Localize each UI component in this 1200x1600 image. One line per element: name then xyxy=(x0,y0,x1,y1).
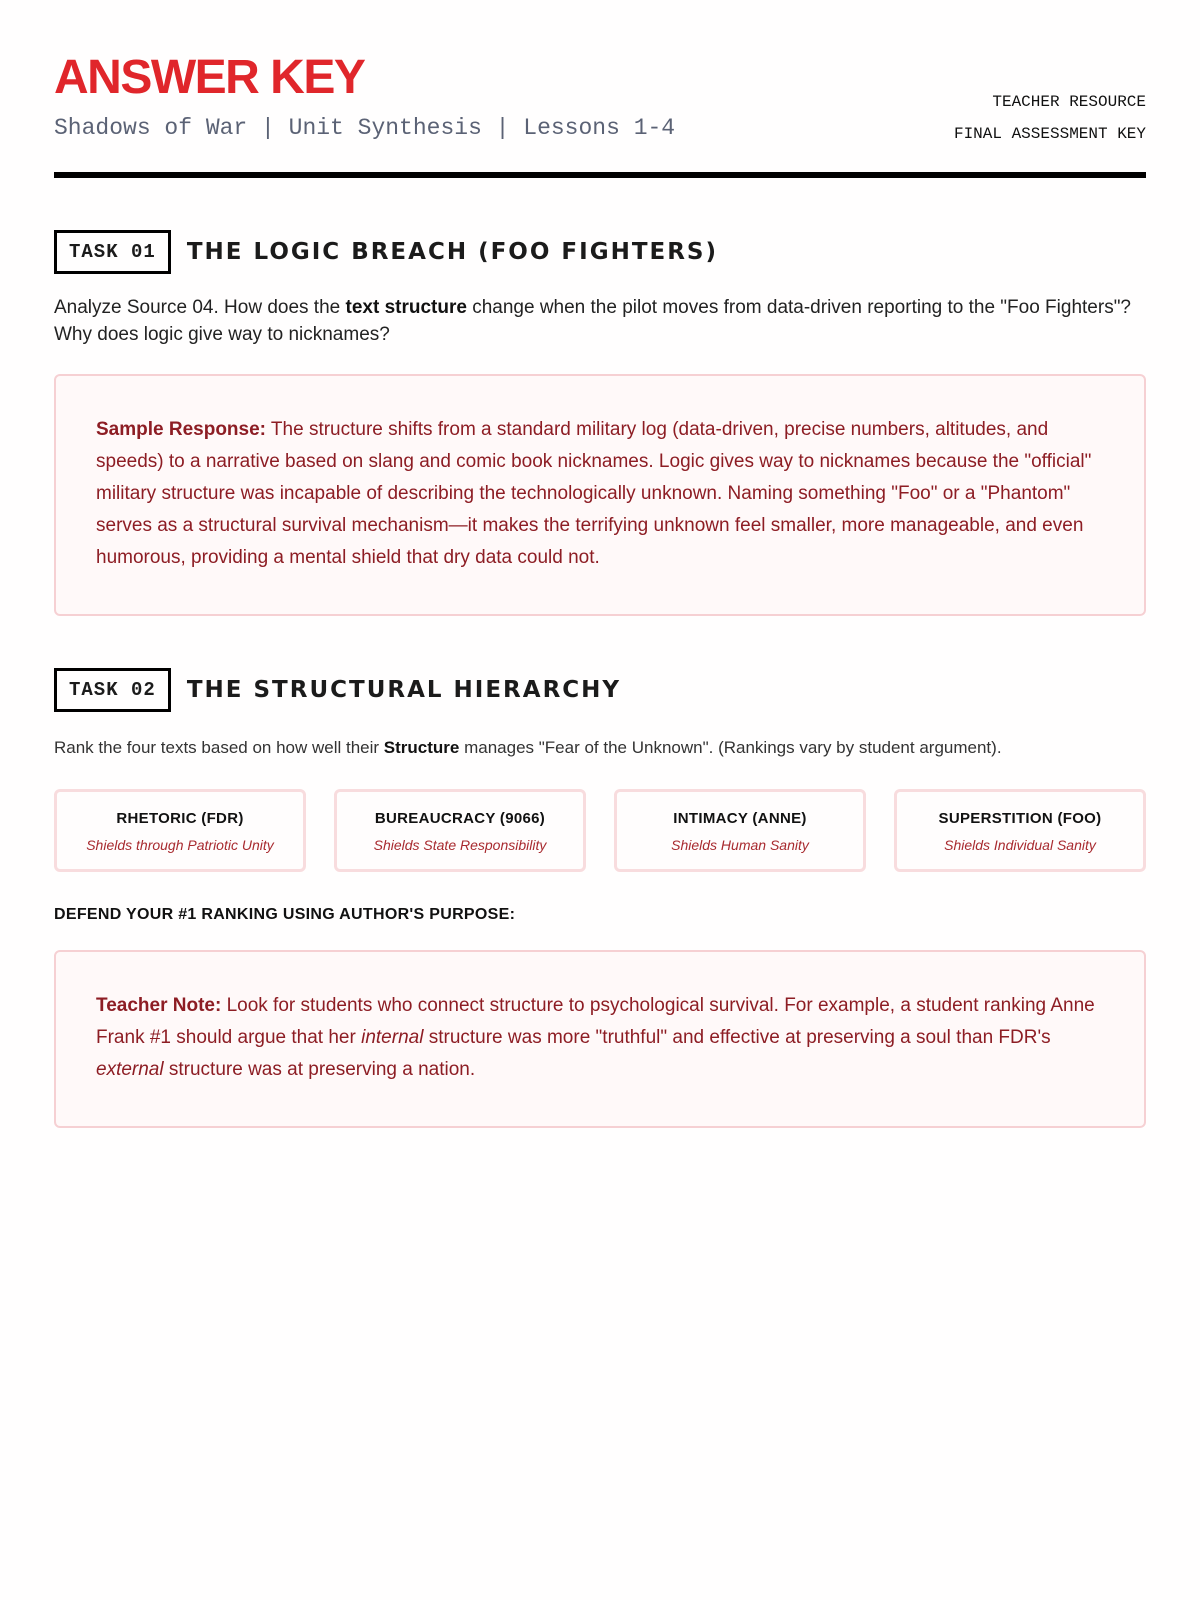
rank-card-name: SUPERSTITION (FOO) xyxy=(938,810,1102,827)
task-02-prompt xyxy=(54,734,1146,761)
rank-card-name: BUREAUCRACY (9066) xyxy=(374,810,546,827)
task-02-prompt-post: manages "Fear of the Unknown". (Rankings vary by student argument). xyxy=(459,738,1002,757)
sample-response-label: Sample Response: xyxy=(96,419,266,440)
teacher-resource-label: TEACHER RESOURCE xyxy=(992,93,1146,111)
page-title: ANSWER KEY xyxy=(54,51,365,104)
task-01-badge: TASK 01 xyxy=(54,230,171,274)
task-01-prompt xyxy=(54,294,1146,348)
ranking-cards xyxy=(54,789,1146,872)
rank-card-bureaucracy xyxy=(334,789,586,872)
final-assessment-label: FINAL ASSESSMENT KEY xyxy=(953,125,1146,143)
teacher-note-em-internal: internal xyxy=(361,1027,424,1048)
teacher-note-post: structure was at preserving a nation. xyxy=(163,1059,476,1080)
task-01-prompt-bold: text structure xyxy=(345,297,467,318)
defend-ranking-heading: DEFEND YOUR #1 RANKING USING AUTHOR'S PURPOSE: xyxy=(54,906,516,923)
task-02-title: THE STRUCTURAL HIERARCHY xyxy=(186,677,622,703)
rank-card-name: RHETORIC (FDR) xyxy=(116,810,244,827)
task-02-prompt-pre: Rank the four texts based on how well their xyxy=(54,738,384,757)
task-02-teacher-note xyxy=(54,950,1146,1128)
sample-response-text: The structure shifts from a standard military log (data-driven, precise numbers, altitudes, and speeds) to a narrative based on slang and comic book nicknames. Logic gives way to nicknames because the "official" military structure was incapable of describing the technologically unknown. Naming something "Foo" or a "Phantom" serves as a structural survival mechanism—it makes the terrifying unknown feel smaller, more manageable, and even humorous, providing a mental shield that dry data could not. xyxy=(96,419,1092,568)
task-02-heading xyxy=(54,668,1146,712)
task-01-prompt-post: change when the pilot moves from data-driven reporting to the "Foo Fighters"? Why does logic give way to nicknames? xyxy=(54,297,1132,345)
rank-card-name: INTIMACY (ANNE) xyxy=(673,810,807,827)
rank-card-rhetoric xyxy=(54,789,306,872)
page-subtitle: Shadows of War | Unit Synthesis | Lessons 1-4 xyxy=(54,115,676,141)
rank-card-superstition xyxy=(894,789,1146,872)
teacher-note-mid: structure was more "truthful" and effective at preserving a soul than FDR's xyxy=(423,1027,1051,1048)
task-01-sample-response xyxy=(54,374,1146,616)
task-02-badge: TASK 02 xyxy=(54,668,171,712)
rank-card-subtitle: Shields State Responsibility xyxy=(373,837,547,853)
task-01-title: THE LOGIC BREACH (FOO FIGHTERS) xyxy=(186,239,719,265)
rank-card-subtitle: Shields Individual Sanity xyxy=(944,837,1096,853)
task-02-prompt-bold: Structure xyxy=(383,738,460,757)
teacher-note-pre: Look for students who connect structure to psychological survival. For example, a student ranking Anne Frank #1 should argue that her xyxy=(96,995,1095,1048)
rank-card-intimacy xyxy=(614,789,866,872)
rank-card-subtitle: Shields Human Sanity xyxy=(671,837,809,853)
header-meta xyxy=(954,86,1146,150)
rank-card-subtitle: Shields through Patriotic Unity xyxy=(86,837,274,853)
task-01-prompt-pre: Analyze Source 04. How does the xyxy=(54,297,346,318)
teacher-note-label: Teacher Note: xyxy=(96,995,222,1016)
header xyxy=(54,0,1146,178)
teacher-note-em-external: external xyxy=(96,1059,164,1080)
task-01-heading xyxy=(54,230,1146,274)
